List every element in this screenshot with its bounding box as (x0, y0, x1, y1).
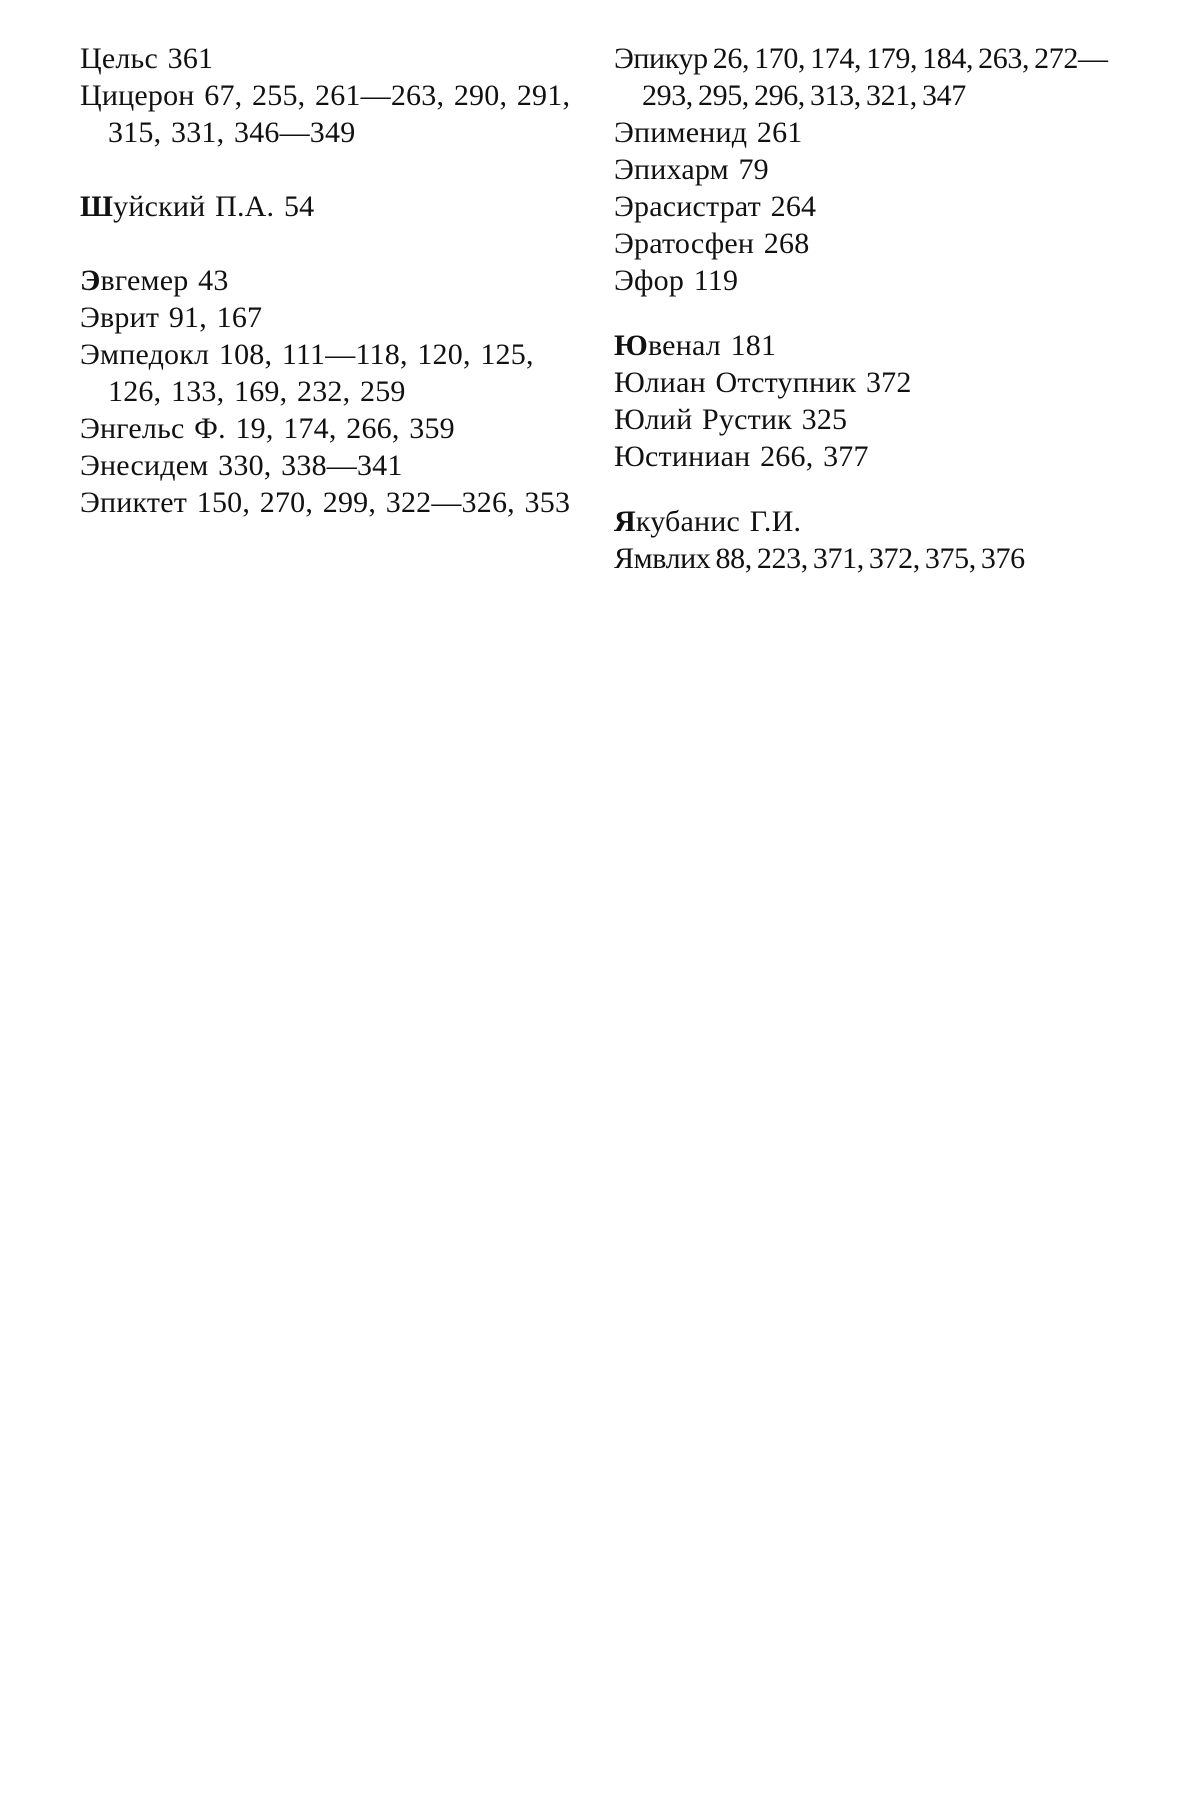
index-entry-text: врит 91, 167 (100, 301, 263, 334)
index-entry-letter: Ю (614, 403, 645, 436)
index-entry-text: кубанис Г.И. (635, 505, 802, 538)
index-entry-text: ицерон 67, 255, 261—263, 290, 291, 315, 331, 346—349 (101, 79, 571, 149)
index-entry-epikur (614, 40, 1154, 114)
index-entry-text: стиниан 266, 377 (645, 440, 869, 473)
index-entry-text: ратосфен 268 (634, 227, 810, 260)
index-entry-epiktet (80, 484, 590, 521)
index-entry-yakubanis (614, 503, 1154, 540)
index-entry-text: мвлих 88, 223, 371, 372, 375, 376 (633, 542, 1025, 575)
index-entry-letter: Э (614, 227, 635, 260)
index-entry-yamvlih (614, 540, 1154, 577)
index-entry-yuvenal (614, 327, 1154, 364)
index-entry-text: несидем 330, 338—341 (100, 449, 403, 482)
index-entry-yuliy (614, 401, 1154, 438)
index-entry-text: венал 181 (647, 329, 777, 362)
index-entry-letter: Ю (614, 440, 646, 473)
index-entry-tsitseron (80, 77, 590, 151)
index-entry-empedokl (80, 336, 590, 410)
index-entry-shuyskiy (80, 188, 590, 225)
index-entry-yulian (614, 364, 1154, 401)
index-entry-text: фор 119 (634, 264, 739, 297)
index-column-left (80, 40, 590, 521)
index-entry-text: расистрат 264 (634, 190, 817, 223)
index-entry-enesidem (80, 447, 590, 484)
index-entry-letter: Э (80, 486, 101, 519)
index-entry-letter: Э (80, 301, 101, 334)
index-entry-letter: Я (614, 542, 634, 575)
index-entry-letter: Ц (80, 79, 102, 112)
index-entry-epiharm (614, 151, 1154, 188)
index-entry-letter: Э (614, 116, 635, 149)
index-letter-heading: Ш (80, 190, 114, 223)
index-entry-text: лий Рустик 325 (644, 403, 848, 436)
index-letter-heading: Я (614, 505, 636, 538)
index-entry-epimenid (614, 114, 1154, 151)
index-entry-letter: Ю (614, 366, 645, 399)
group-separator (614, 475, 1154, 503)
index-entry-text: пикур 26, 170, 174, 179, 184, 263, 272—293, 295, 296, 313, 321, 347 (633, 42, 1108, 112)
index-column-right (614, 40, 1154, 577)
index-entry-letter: Э (614, 264, 635, 297)
index-entry-yustinian (614, 438, 1154, 475)
index-entry-eratosfen (614, 225, 1154, 262)
index-entry-letter: Ц (80, 42, 102, 75)
index-entry-text: вгемер 43 (100, 264, 229, 297)
index-entry-erasistrat (614, 188, 1154, 225)
index-entry-text: пименид 261 (634, 116, 803, 149)
index-entry-text: нгельс Ф. 19, 174, 266, 359 (100, 412, 455, 445)
index-entry-text: лиан Отступник 372 (644, 366, 912, 399)
index-entry-text: мпедокл 108, 111—118, 120, 125, 126, 133, 169, 232, 259 (100, 338, 534, 408)
index-entry-letter: Э (80, 449, 101, 482)
group-separator (80, 151, 590, 188)
index-entry-letter: Э (80, 412, 101, 445)
index-entry-letter: Э (614, 190, 635, 223)
group-separator (614, 299, 1154, 327)
index-entry-letter: Э (614, 42, 634, 75)
index-entry-evrit (80, 299, 590, 336)
index-entry-text: пиктет 150, 270, 299, 322—326, 353 (100, 486, 571, 519)
index-entry-letter: Э (80, 338, 101, 371)
index-entry-evgemer (80, 262, 590, 299)
index-letter-heading: Ю (614, 329, 648, 362)
index-entry-text: уйский П.А. 54 (113, 190, 315, 223)
index-entry-text: ельс 361 (101, 42, 214, 75)
index-entry-engels (80, 410, 590, 447)
group-separator (80, 225, 590, 262)
index-entry-text: пихарм 79 (634, 153, 769, 186)
index-letter-heading: Э (80, 264, 101, 297)
index-entry-efor (614, 262, 1154, 299)
index-entry-tselse (80, 40, 590, 77)
index-entry-letter: Э (614, 153, 635, 186)
